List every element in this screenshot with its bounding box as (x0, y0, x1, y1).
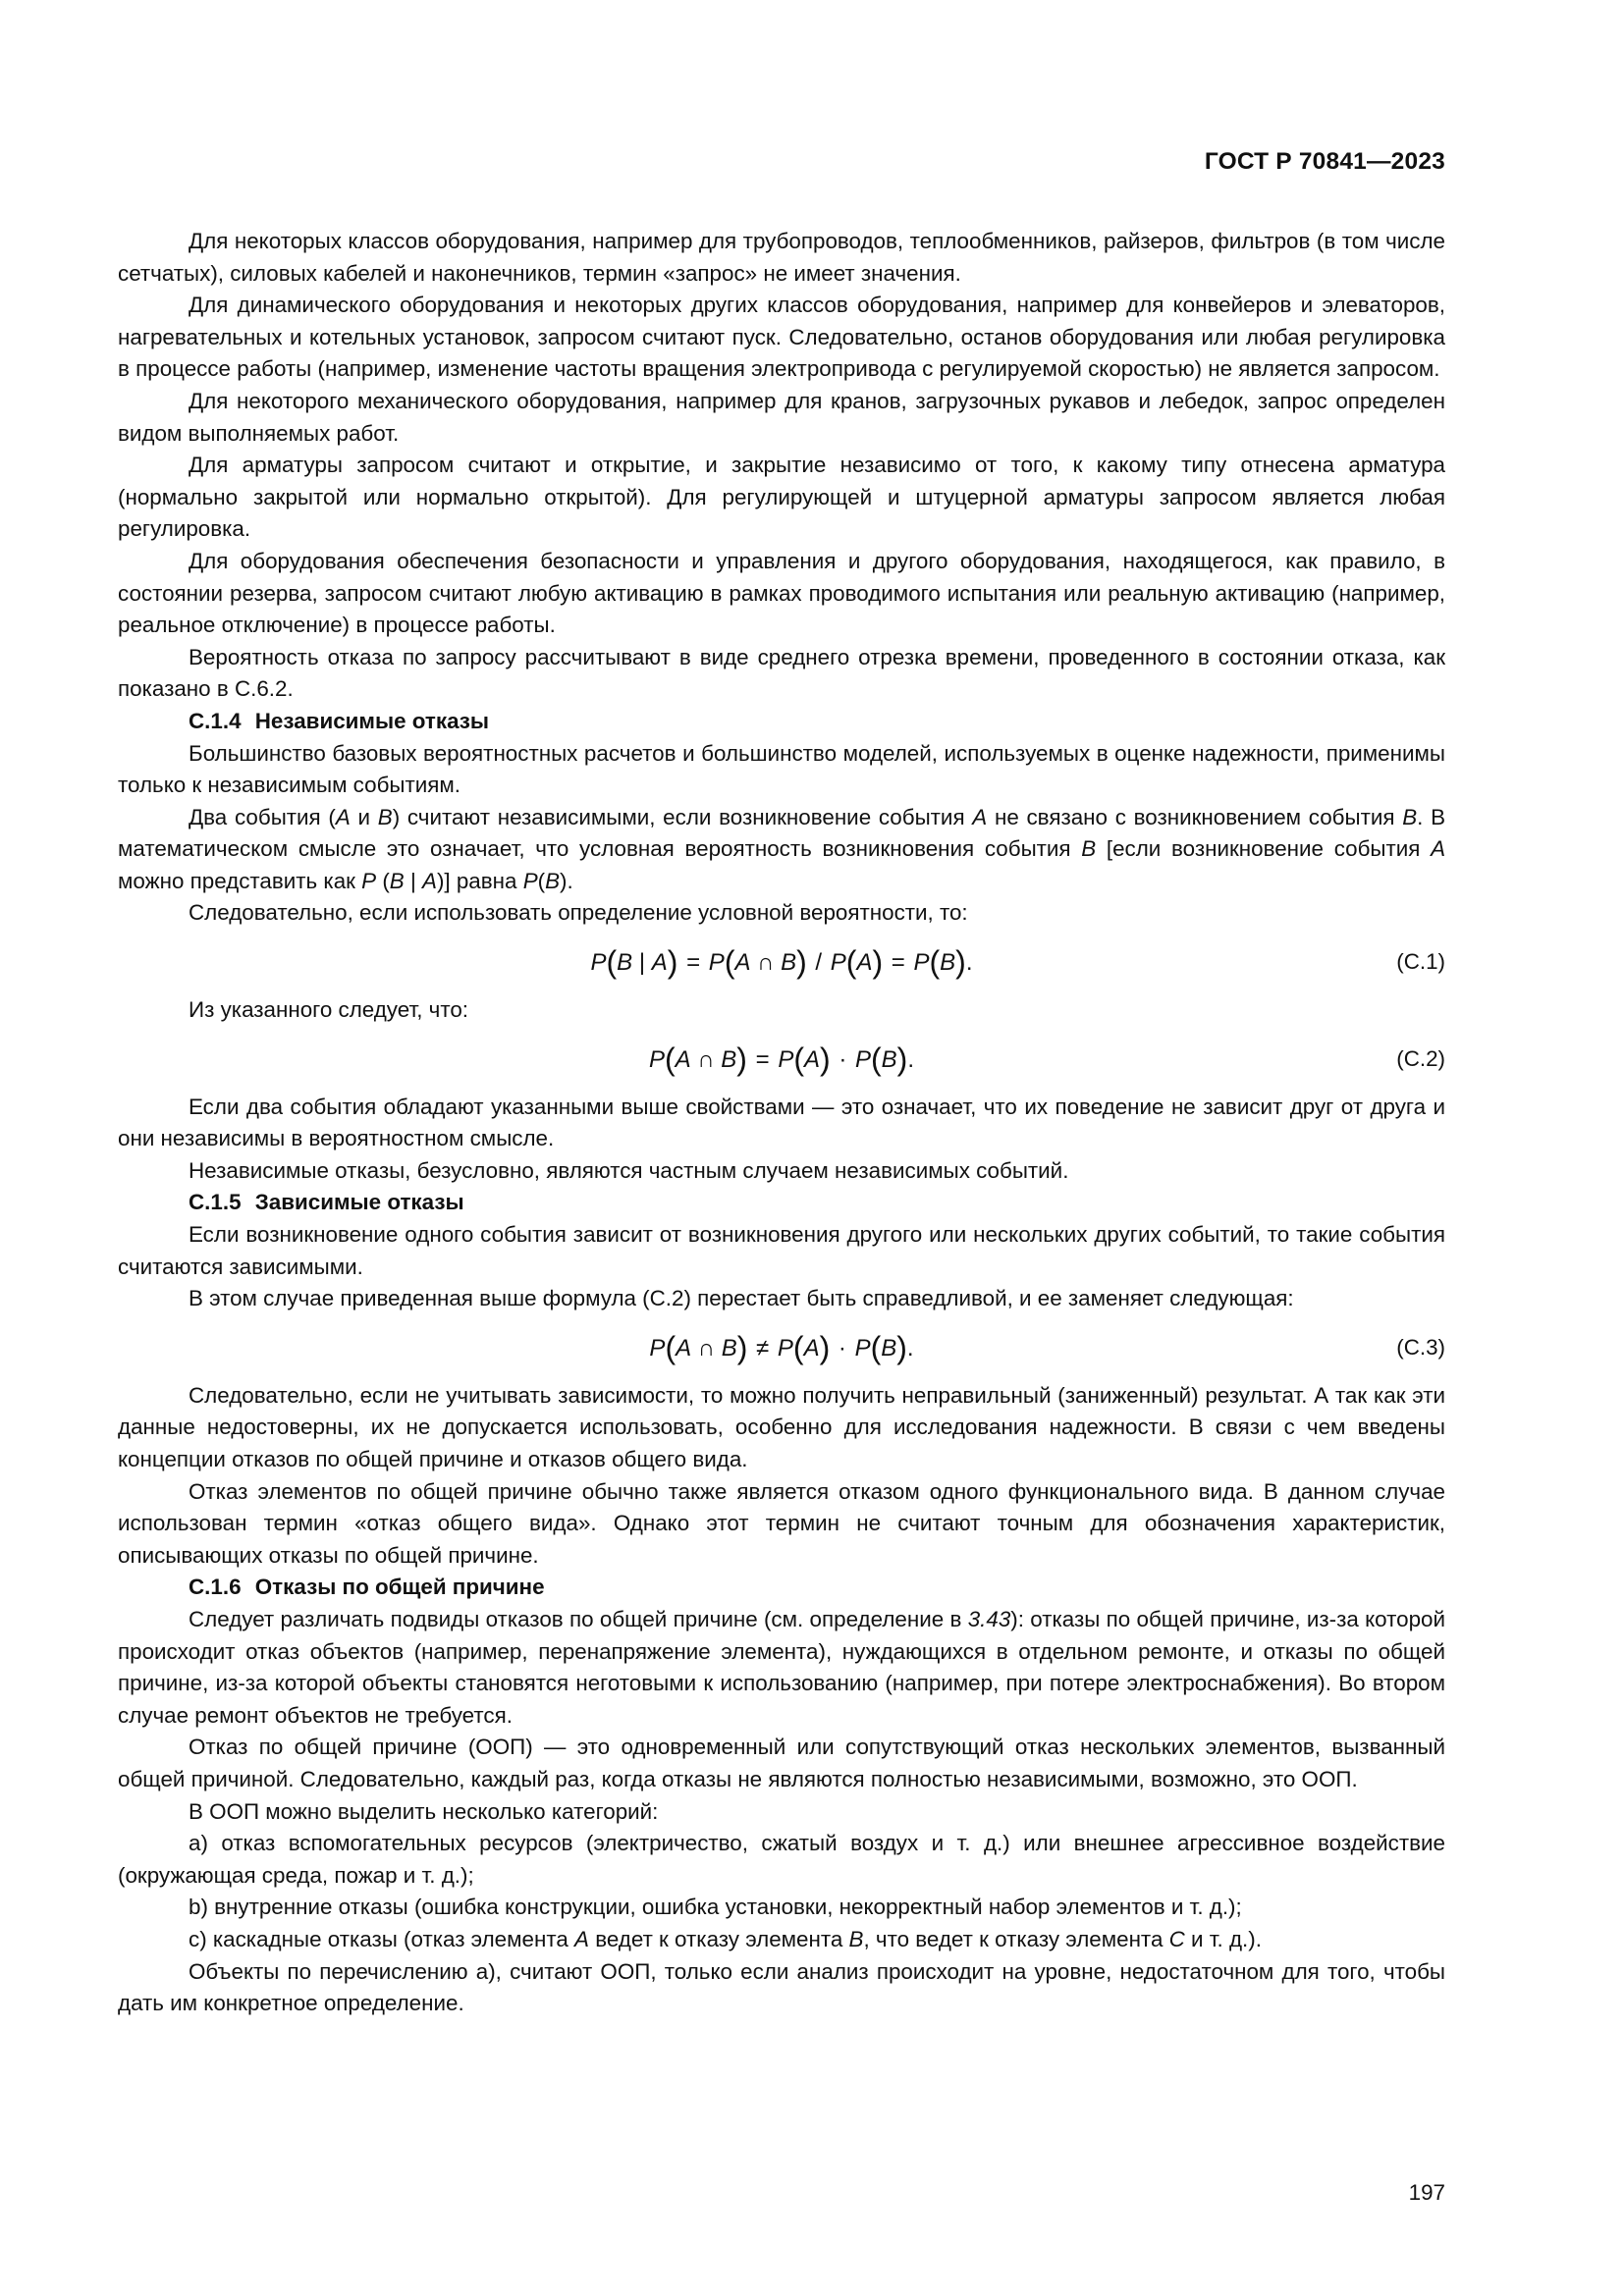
paragraph-independent-events: Два события (A и B) считают независимыми, если возникновение события A не связано с возникновением события B. В математическом смысле это означает, что условная вероятность возникновения события B [если возникновение события A можно представить как P (B | A)] равна P(B). (118, 804, 1446, 893)
section-number: С.1.6 (189, 1575, 242, 1600)
formula-expression: P(A ∩ B) ≠ P(A) · P(B). (649, 1329, 914, 1365)
paragraph: Отказ по общей причине (ООП) — это одновременный или сопутствующий отказ нескольких элементов, вызванный общей причиной. Следовательно, каждый раз, когда отказы не являются полностью независимыми, возможно, это ООП. (118, 1735, 1445, 1791)
list-item-b: b) внутренние отказы (ошибка конструкции, ошибка установки, некорректный набор элементов и т. д.); (189, 1895, 1242, 1920)
equation-number: (С.1) (1396, 949, 1445, 975)
section-heading-c-1-4 (118, 706, 1445, 738)
paragraph: Из указанного следует, что: (189, 997, 469, 1023)
document-id-header: ГОСТ Р 70841—2023 (1204, 148, 1445, 175)
paragraph: Объекты по перечислению а), считают ООП, только если анализ происходит на уровне, недостаточном для того, чтобы дать им конкретное определение. (118, 1958, 1445, 2016)
list-item-c: с) каскадные отказы (отказ элемента A ведет к отказу элемента B, что ведет к отказу элемента C и т. д.). (189, 1926, 1262, 1951)
section-heading-c-1-6 (118, 1572, 1445, 1604)
paragraph: Вероятность отказа по запросу рассчитывают в виде среднего отрезка времени, проведенного в состоянии отказа, как показано в С.6.2. (118, 644, 1445, 702)
paragraph: В этом случае приведенная выше формула (С.2) перестает быть справедливой, и ее заменяет следующая: (189, 1286, 1294, 1311)
document-page (118, 0, 1445, 2296)
page-number: 197 (1408, 2180, 1445, 2205)
definition-reference: 3.43 (967, 1606, 1011, 1631)
paragraph: Большинство базовых вероятностных расчетов и большинство моделей, используемых в оценке надежности, применимы только к независимым событиям. (118, 740, 1445, 798)
formula-c1 (118, 942, 1445, 982)
list-item-a: а) отказ вспомогательных ресурсов (электричество, сжатый воздух и т. д.) или внешнее агрессивное воздействие (окружающая среда, пожар и т. д.); (118, 1831, 1445, 1888)
formula-expression: P(A ∩ B) = P(A) · P(B). (649, 1041, 914, 1077)
paragraph: Для динамического оборудования и некоторых других классов оборудования, например для конвейеров и элеваторов, нагревательных и котельных установок, запросом считают пуск. Следовательно, останов оборудования или любая регулировка в процессе работы (например, изменение частоты вращения электропривода с регулируемой скоростью) не является запросом. (118, 293, 1445, 382)
section-title: Зависимые отказы (254, 1190, 464, 1215)
paragraph: Независимые отказы, безусловно, являются частным случаем независимых событий. (189, 1157, 1069, 1183)
paragraph: Отказ элементов по общей причине обычно также является отказом одного функционального вида. В данном случае использован термин «отказ общего вида». Однако этот термин не считают точным для обозначения характеристик, описывающих отказы по общей причине. (118, 1478, 1445, 1568)
paragraph: Для оборудования обеспечения безопасности и управления и другого оборудования, находящегося, как правило, в состоянии резерва, запросом считают любую активацию в рамках проводимого испытания или реальную активацию (например, реальное отключение) в процессе работы. (118, 548, 1445, 638)
section-number: С.1.4 (189, 708, 242, 733)
section-heading-c-1-5 (118, 1187, 1445, 1219)
formula-expression: P(B | A) = P(A ∩ B) / P(A) = P(B). (590, 944, 973, 981)
section-number: С.1.5 (189, 1190, 242, 1215)
paragraph: В ООП можно выделить несколько категорий: (189, 1798, 659, 1824)
paragraph: Для некоторого механического оборудования, например для кранов, загрузочных рукавов и лебедок, запрос определен видом выполняемых работ. (118, 388, 1445, 446)
formula-c3 (118, 1328, 1445, 1367)
equation-number: (С.2) (1396, 1045, 1445, 1071)
paragraph: Следовательно, если не учитывать зависимости, то можно получить неправильный (заниженный) результат. А так как эти данные недостоверны, их не допускается использовать, особенно для исследования надежности. В связи с чем введены концепции отказов по общей причине и отказов общего вида. (118, 1382, 1445, 1471)
equation-number: (С.3) (1396, 1334, 1445, 1360)
section-title: Отказы по общей причине (254, 1575, 545, 1600)
paragraph: Если возникновение одного события зависит от возникновения другого или нескольких других событий, то такие события считаются зависимыми. (118, 1222, 1445, 1279)
paragraph: Если два события обладают указанными выше свойствами — это означает, что их поведение не зависит друг от друга и они независимы в вероятностном смысле. (118, 1094, 1445, 1151)
section-title: Независимые отказы (254, 708, 490, 733)
document-body (118, 226, 1445, 2020)
formula-c2 (118, 1040, 1445, 1079)
paragraph-ccf-subtypes: Следует различать подвиды отказов по общей причине (см. определение в 3.43): отказы по общей причине, из-за которой происходит отказ объектов (например, перенапряжение элемента), нуждающихся в отдельном ремонте, и отказы по общей причине, из-за которой объекты становятся неготовыми к использованию (например, при потере электроснабжения). Во втором случае ремонт объектов не требуется. (118, 1606, 1445, 1728)
paragraph: Для арматуры запросом считают и открытие, и закрытие независимо от того, к какому типу отнесена арматура (нормально закрытой или нормально открытой). Для регулирующей и штуцерной арматуры запросом является любая регулировка. (118, 453, 1445, 542)
paragraph: Следовательно, если использовать определение условной вероятности, то: (189, 900, 968, 926)
paragraph: Для некоторых классов оборудования, например для трубопроводов, теплообменников, райзеров, фильтров (в том числе сетчатых), силовых кабелей и наконечников, термин «запрос» не имеет значения. (118, 229, 1445, 286)
